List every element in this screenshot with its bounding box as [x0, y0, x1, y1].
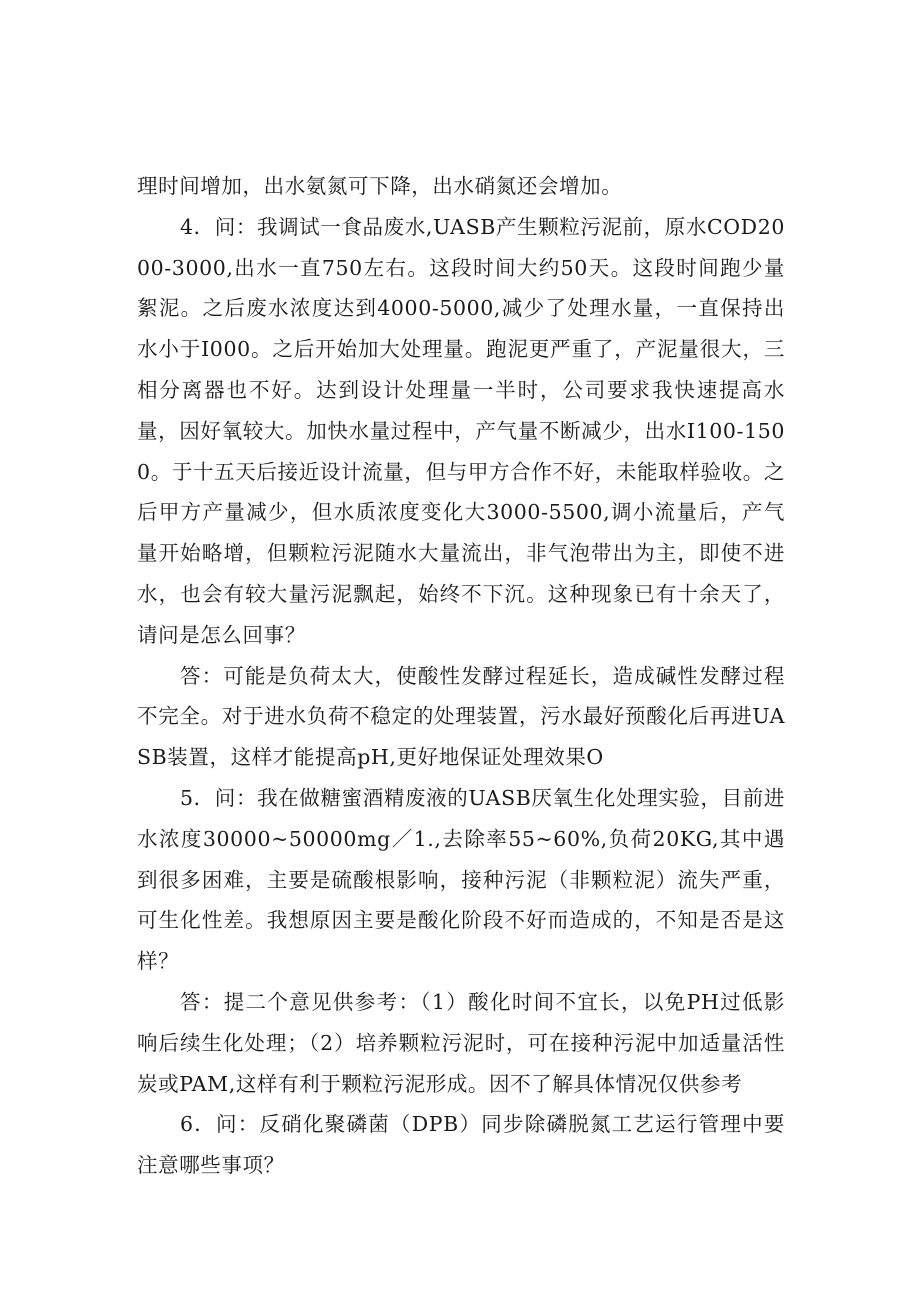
body-text — [137, 166, 785, 1186]
question-6: 6．问：反硝化聚磷菌（DPB）同步除磷脱氮工艺运行管理中要注意哪些事项？ — [137, 1112, 785, 1178]
answer-4: 答：可能是负荷太大，使酸性发酵过程延长，造成碱性发酵过程不完全。对于进水负荷不稳定的处理装置，污水最好预酸化后再进UASB装置，这样才能提高pH,更好地保证处理效果O — [137, 663, 785, 770]
paragraph-continued: 理时间增加，出水氨氮可下降，出水硝氮还会增加。 — [137, 174, 623, 198]
question-5: 5．问：我在做糖蜜酒精废液的UASB厌氧生化处理实验，目前进水浓度30000~50000mg／1.,去除率55~60%,负荷20KG,其中遇到很多困难，主要是硫酸根影响，接种污泥（非颗粒泥）流失严重，可生化性差。我想原因主要是酸化阶段不好而造成的，不知是否是这样？ — [137, 785, 785, 974]
question-4: 4．问：我调试一食品废水,UASB产生颗粒污泥前，原水COD2000-3000,出水一直750左右。这段时间大约50天。这段时间跑少量絮泥。之后废水浓度达到4000-5000,减少了处理水量，一直保持出水小于I000。之后开始加大处理量。跑泥更严重了，产泥量很大，三相分离器也不好。达到设计处理量一半时，公司要求我快速提高水量，因好氧较大。加快水量过程中，产气量不断减少，出水I100-1500。于十五天后接近设计流量，但与甲方合作不好，未能取样验收。之后甲方产量减少，但水质浓度变化大3000-5500,调小流量后，产气量开始略增，但颗粒污泥随水大量流出，非气泡带出为主，即使不进水，也会有较大量污泥飘起，始终不下沉。这种现象已有十余天了，请问是怎么回事？ — [137, 214, 785, 647]
answer-5: 答：提二个意见供参考：（1）酸化时间不宜长，以免PH过低影响后续生化处理；（2）培养颗粒污泥时，可在接种污泥中加适量活性炭或PAM,这样有利于颗粒污泥形成。因不了解具体情况仅供参考 — [137, 989, 785, 1096]
